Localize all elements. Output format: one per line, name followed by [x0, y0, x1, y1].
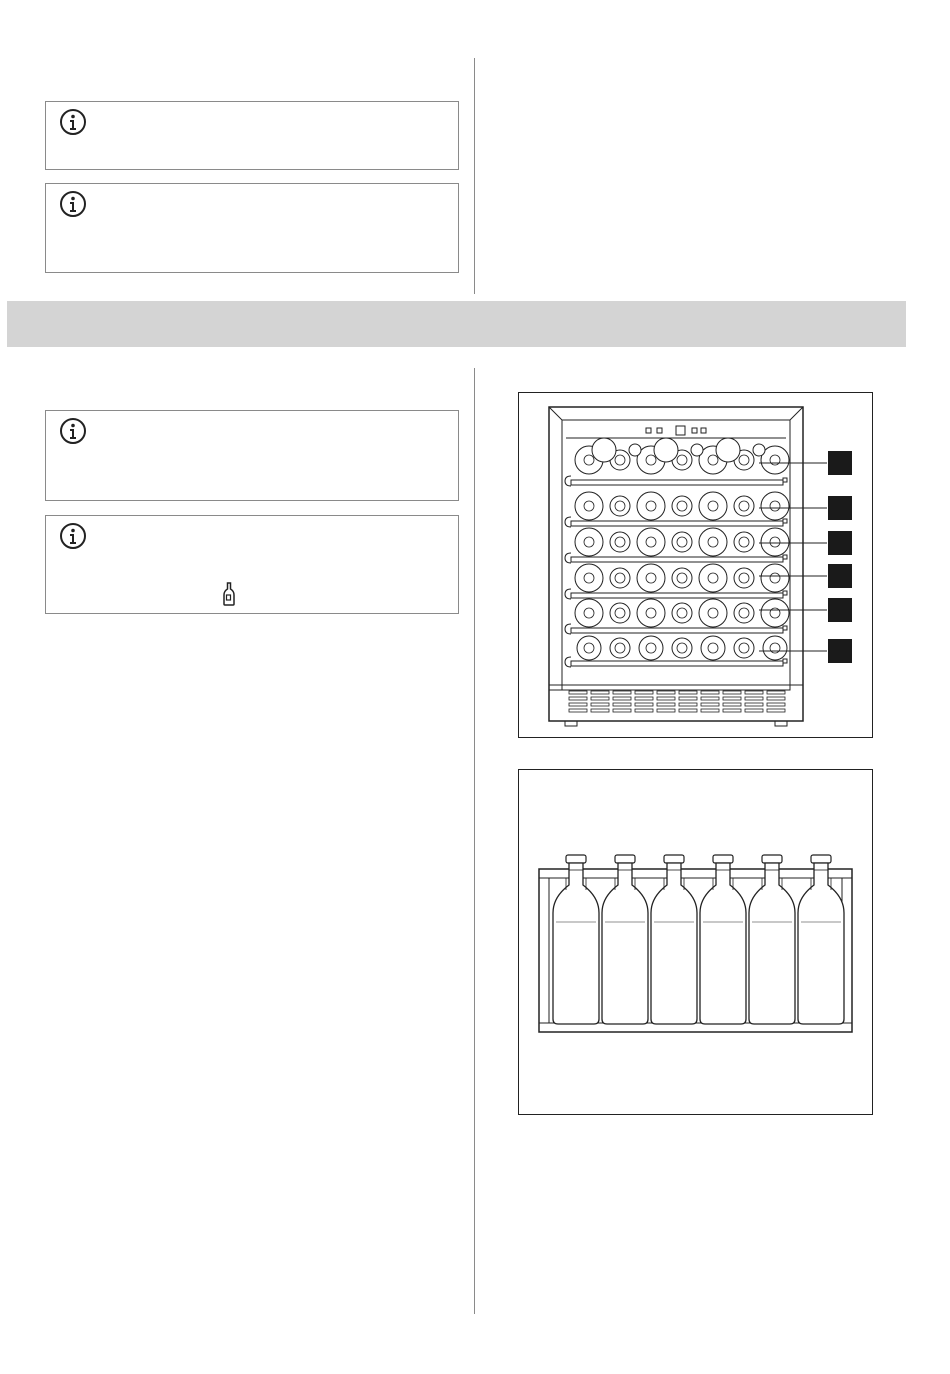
bottle-end	[610, 532, 630, 552]
bottle-end	[734, 568, 754, 588]
info-icon	[59, 417, 87, 445]
bottle-end	[637, 528, 665, 556]
bottle-end	[701, 636, 725, 660]
bottle-end	[672, 496, 692, 516]
bottle-end	[672, 568, 692, 588]
section-heading-band	[7, 301, 906, 347]
column-divider-top	[474, 58, 475, 294]
callout-marker	[828, 598, 852, 622]
info-note-2	[45, 183, 459, 273]
info-icon	[59, 108, 87, 136]
bottle-end	[575, 528, 603, 556]
bottle-end	[610, 568, 630, 588]
bottle-end	[672, 603, 692, 623]
figure-wine-cabinet	[518, 392, 873, 738]
bottle-end	[575, 564, 603, 592]
bottle-end	[691, 444, 703, 456]
bottle-end	[699, 564, 727, 592]
bottle-end	[575, 599, 603, 627]
shelf-rail	[571, 593, 783, 598]
bottle-end	[575, 492, 603, 520]
callout-marker	[828, 531, 852, 555]
bottle-end	[699, 492, 727, 520]
wine-cabinet-drawing	[519, 393, 874, 739]
shelf-rail	[571, 521, 783, 526]
info-note-4	[45, 515, 459, 614]
bottle-cap	[615, 855, 635, 863]
bottle-end	[629, 444, 641, 456]
callout-marker	[828, 639, 852, 663]
bottle-end	[761, 599, 789, 627]
figure-bottle-shelf	[518, 769, 873, 1115]
bottle-end	[753, 444, 765, 456]
bottle-end	[699, 528, 727, 556]
callout-marker	[828, 496, 852, 520]
bottle-end	[654, 438, 678, 462]
bottle-end	[734, 496, 754, 516]
bottle-end	[637, 564, 665, 592]
bottle-end	[637, 599, 665, 627]
bottle-cap	[664, 855, 684, 863]
shelf-rail	[571, 661, 783, 666]
info-icon	[59, 190, 87, 218]
bottle-end	[763, 636, 787, 660]
bottle-end	[699, 599, 727, 627]
bottle-end	[610, 638, 630, 658]
bottle-end	[716, 438, 740, 462]
bottle-end	[672, 638, 692, 658]
bottle-end	[734, 638, 754, 658]
bottle-end	[734, 603, 754, 623]
info-icon	[59, 522, 87, 550]
bottle-end	[592, 438, 616, 462]
bottle-end	[610, 603, 630, 623]
bottle-end	[672, 532, 692, 552]
shelf-rail	[571, 628, 783, 633]
bottle-end	[761, 492, 789, 520]
info-note-3	[45, 410, 459, 501]
bottle-end	[610, 496, 630, 516]
bottle-end	[577, 636, 601, 660]
column-divider-bottom	[474, 368, 475, 1314]
bottle-cap	[713, 855, 733, 863]
bottle-cap	[566, 855, 586, 863]
bottle-end	[761, 528, 789, 556]
bottle-cap	[811, 855, 831, 863]
shelf-rail	[571, 480, 783, 485]
bottle-end	[639, 636, 663, 660]
bottle-end	[761, 564, 789, 592]
bottle-icon	[223, 582, 235, 606]
bottle-end	[734, 532, 754, 552]
bottle-shelf-drawing	[519, 770, 874, 1116]
shelf-rail	[571, 557, 783, 562]
bottle-cap	[762, 855, 782, 863]
bottle-end	[637, 492, 665, 520]
callout-marker	[828, 564, 852, 588]
info-note-1	[45, 101, 459, 170]
callout-marker	[828, 451, 852, 475]
